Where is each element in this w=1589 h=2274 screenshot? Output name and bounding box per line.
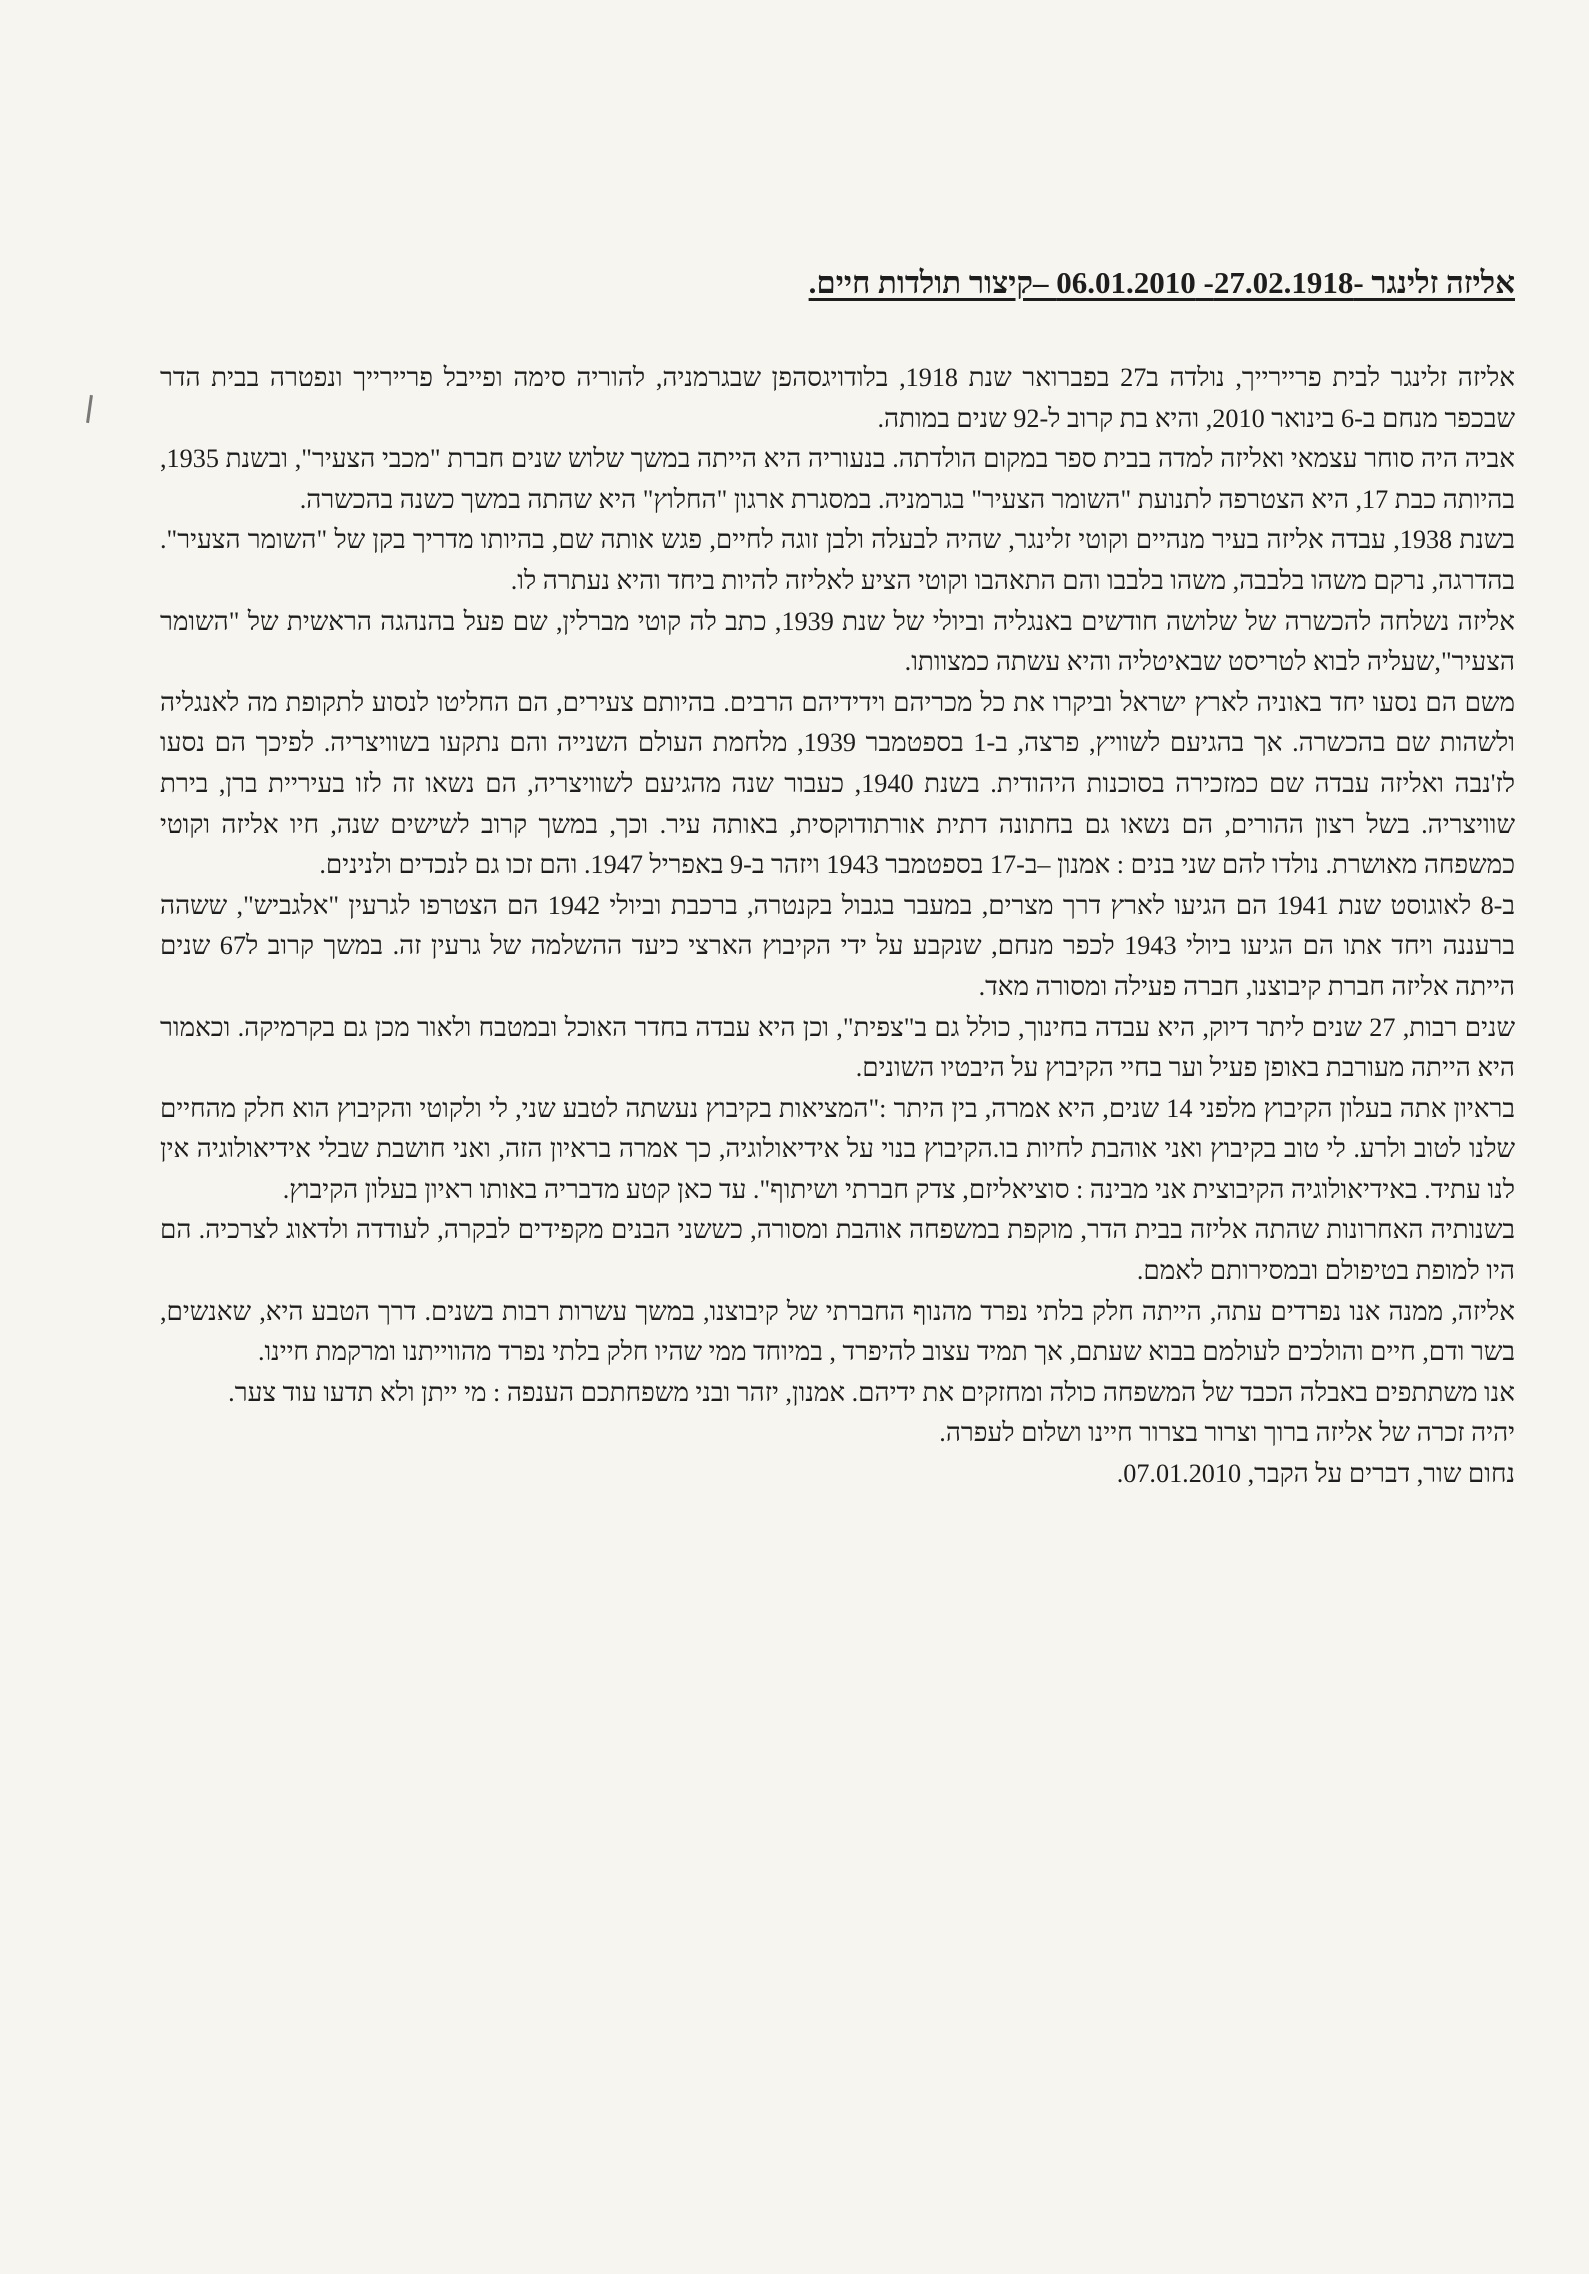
paragraph-memorial: יהיה זכרה של אליזה ברוך וצרור בצרור חיינו ושלום לעפרה. <box>939 1418 1515 1448</box>
paragraph-switzerland: משם הם נסעו יחד באוניה לארץ ישראל וביקרו את כל מכריהם וידידיהם הרבים. בהיותם צעירים, הם החליטו לנסוע לתקופת מה לאנגליה ולשהות שם בהכשרה. אך בהגיעם לשוויץ, פרצה, ב-1 בספטמבר 1939, מלחמת העולם השנייה והם נתקעו בשוויצריה. לפיכך הם נסעו לז'נבה ואליזה עבדה שם כמזכירה בסוכנות היהודית. בשנת 1940, כעבור שנה מהגיעם לשוויצריה, הם נשאו זה לזו בעיריית ברן, בירת שוויצריה. בשל רצון ההורים, הם נשאו גם בחתונה דתית אורתודוקסית, באותה עיר. וכך, במשך קרוב לשישים שנה, חיו אליזה וקוטי כמשפחה מאושרת. נולדו להם שני בנים : אמנון –ב-17 בספטמבר 1943 ויזהר ב-9 באפריל 1947. והם זכו גם לנכדים ולנינים. <box>160 687 1516 880</box>
document-body <box>160 358 1515 1495</box>
paragraph-interview: בראיון אתה בעלון הקיבוץ מלפני 14 שנים, היא אמרה, בין היתר :"המציאות בקיבוץ נעשתה לטבע שני, לי ולקוטי והקיבוץ הוא חלק מהחיים שלנו לטוב ולרע. לי טוב בקיבוץ ואני אוהבת לחיות בו.הקיבוץ בנוי על אידיאולוגיה, כך אמרה בראיון הזה, ואני חושבת שבלי אידיאולוגיה אין לנו עתיד. באידיאולוגיה הקיבוצית אני מבינה : סוציאליזם, צדק חברתי ושיתוף". עד כאן קטע מדבריה באותו ראיון בעלון הקיבוץ. <box>160 1093 1515 1204</box>
paragraph-birth: אליזה זלינגר לבית פריירייך, נולדה ב27 בפברואר שנת 1918, בלודויגסהפן שבגרמניה, להוריה סימה ופייבל פריירייך ונפטרה בבית הדר שבכפר מנחם ב-6 בינואר 2010, והיא בת קרוב ל-92 שנים במותה. <box>160 363 1515 433</box>
paragraph-work: שנים רבות, 27 שנים ליתר דיוק, היא עבדה בחינוך, כולל גם ב"צפית", וכן היא עבדה בחדר האוכל ובמטבח ולאור מכן גם בקרמיקה. וכאמור היא הייתה מעורבת באופן פעיל וער בחיי הקיבוץ על היבטיו השונים. <box>160 1012 1516 1083</box>
paragraph-arrival: ב-8 לאוגוסט שנת 1941 הם הגיעו לארץ דרך מצרים, במעבר בגבול בקנטרה, ברכבת וביולי 1942 הם הצטרפו לגרעין "אלגביש", ששהה ברעננה ויחד אתו הם הגיעו ביולי 1943 לכפר מנחם, שנקבע על ידי הקיבוץ הארצי כיעד ההשלמה של גרעין זה. במשך קרוב ל67 שנים הייתה אליזה חברת קיבוצנו, חברה פעילה ומסורה מאד. <box>160 890 1516 1001</box>
document-title: אליזה זלינגר -27.02.1918- 06.01.2010 –קיצור תולדות חיים. <box>808 265 1515 300</box>
paragraph-condolences: אנו משתתפים באבלה הכבד של המשפחה כולה ומחזקים את ידיהם. אמנון, יזהר ובני משפחתכם הענפה : מי ייתן ולא תדעו עוד צער. <box>228 1377 1515 1407</box>
paragraph-youth: אביה היה סוחר עצמאי ואליזה למדה בבית ספר במקום הולדתה. בנעוריה היא הייתה במשך שלוש שנים חברת "מכבי הצעיר", ובשנת 1935, בהיותה כבת 17, היא הצטרפה לתנועת "השומר הצעיר" בגרמניה. במסגרת ארגון "החלוץ" היא שהתה במשך כשנה בהכשרה. <box>160 444 1515 514</box>
paragraph-last-years: בשנותיה האחרונות שהתה אליזה בבית הדר, מוקפת במשפחה אוהבת ומסורה, כששני הבנים מקפידים לבקרה, לעודדה ולדאוג לצרכיה. הם היו למופת בטיפולם ובמסירותם לאמם. <box>160 1215 1515 1286</box>
paragraph-england: אליזה נשלחה להכשרה של שלושה חודשים באנגליה וביולי של שנת 1939, כתב לה קוטי מברלין, שם פעל בהנהגה הראשית של "השומר הצעיר",שעליה לבוא לטריסט שבאיטליה והיא עשתה כמצוותו. <box>160 606 1515 677</box>
signature: נחום שור, דברים על הקבר, 07.01.2010. <box>1116 1459 1515 1489</box>
paragraph-meeting: בשנת 1938, עבדה אליזה בעיר מנהיים וקוטי זלינגר, שהיה לבעלה ולבן זוגה לחיים, פגש אותה שם, בהיותו מדריך בקן של "השומר הצעיר". בהדרגה, נרקם משהו בלבבה, משהו בלבבו והם התאהבו וקוטי הציע לאליזה להיות ביחד והיא נעתרה לו. <box>160 525 1515 595</box>
paragraph-farewell: אליזה, ממנה אנו נפרדים עתה, הייתה חלק בלתי נפרד מהנוף החברתי של קיבוצנו, במשך עשרות רבות בשנים. דרך הטבע היא, שאנשים, בשר ודם, חיים והולכים לעולמם בבוא שעתם, אך תמיד עצוב להיפרד , במיוחד ממי שהיו חלק בלתי נפרד מהווייתנו ומרקמת חיינו. <box>160 1296 1515 1367</box>
margin-mark <box>86 395 93 423</box>
